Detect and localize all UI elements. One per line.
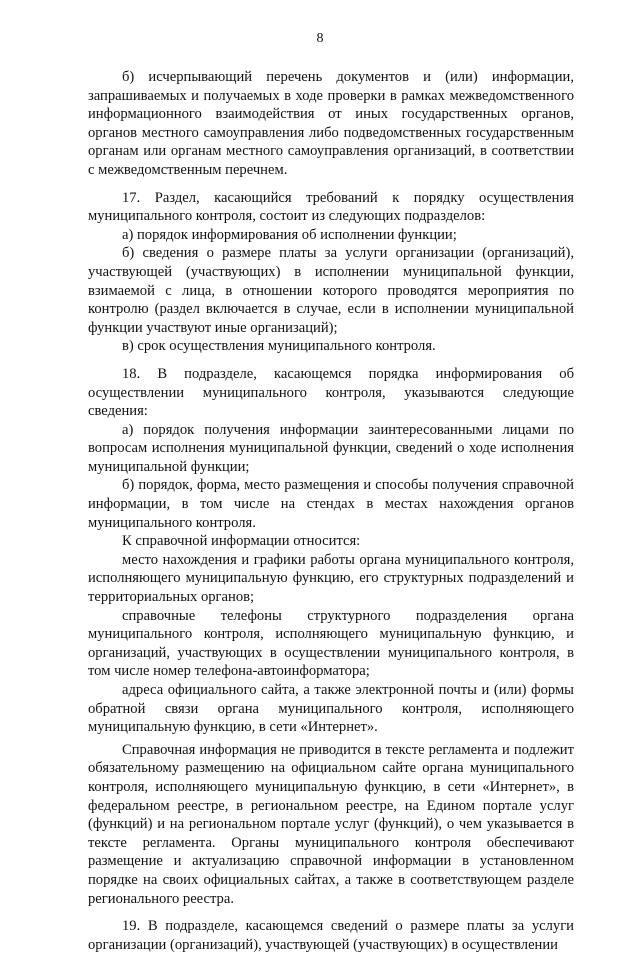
paragraph-17b: б) сведения о размере платы за услуги организации (организаций), участвующей (участвующих) в исполнении муниципальной функции, взимаемой с лица, в отношении которого проводятся мероприятия по контролю (раздел включается в случае, если в исполнении муниципальной функции участвуют иные организаций); — [88, 245, 574, 336]
paragraph-reference-intro: К справочной информации относится: — [122, 533, 361, 550]
paragraph-reference-location: место нахождения и графики работы органа муниципального контроля, исполняющего муниципальную функцию, его структурных подразделений и территориальных органов; — [88, 551, 574, 606]
paragraph-16b: б) исчерпывающий перечень документов и (или) информации, запрашиваемых и получаемых в ходе проверки в рамках межведомственного информационного взаимодействия от иных государственных органов, органов местного самоуправления либо подведомственных государственным органам или органам местного самоуправления организаций, в соответствии с межведомственным перечнем. — [88, 69, 574, 178]
paragraph-reference-addresses: адреса официального сайта, а также электронной почты и (или) формы обратной связи органа муниципального контроля, исполняющего муниципальную функцию, в сети «Интернет». — [88, 682, 574, 736]
paragraph-reference-publication: Справочная информация не приводится в тексте регламента и подлежит обязательному размещению на официальном сайте органа муниципального контроля, исполняющего муниципальную функцию, в сети «Интернет», в федеральном реестре, в региональном реестре, на Едином портале услуг (функций) и на региональном портале услуг (функций), о чем указывается в тексте регламента. Органы муниципального контроля обеспечивают размещение и актуализацию справочной информации в установленном порядке на своих официальных сайтах, а также в соответствующем разделе регионального реестра. — [88, 741, 574, 907]
paragraph-18b: б) порядок, форма, место размещения и способы получения справочной информации, в том числе на стендах в местах нахождения органов муниципального контроля. — [88, 477, 574, 531]
paragraph-18a: а) порядок получения информации заинтересованными лицами по вопросам исполнения муниципальной функции, сведений о ходе исполнения муниципальной функции; — [88, 421, 574, 475]
paragraph-19: 19. В подразделе, касающемся сведений о размере платы за услуги организации (организаций), участвующей (участвующих) в осуществлении — [88, 918, 574, 953]
paragraph-17: 17. Раздел, касающийся требований к порядку осуществления муниципального контроля, состоит из следующих подразделов: — [88, 189, 574, 225]
paragraph-17a: а) порядок информирования об исполнении функции; — [122, 226, 457, 243]
paragraph-reference-phones: справочные телефоны структурного подразделения органа муниципального контроля, исполняющего муниципальную функцию, и организаций, участвующих в осуществлении муниципального контроля, в том числе номер телефона-автоинформатора; — [88, 607, 574, 680]
page-number: 8 — [316, 31, 324, 46]
document-body — [88, 68, 574, 954]
paragraph-18: 18. В подразделе, касающемся порядка информирования об осуществлении муниципального контроля, указываются следующие сведения: — [88, 365, 574, 420]
paragraph-17c: в) срок осуществления муниципального контроля. — [122, 338, 436, 355]
